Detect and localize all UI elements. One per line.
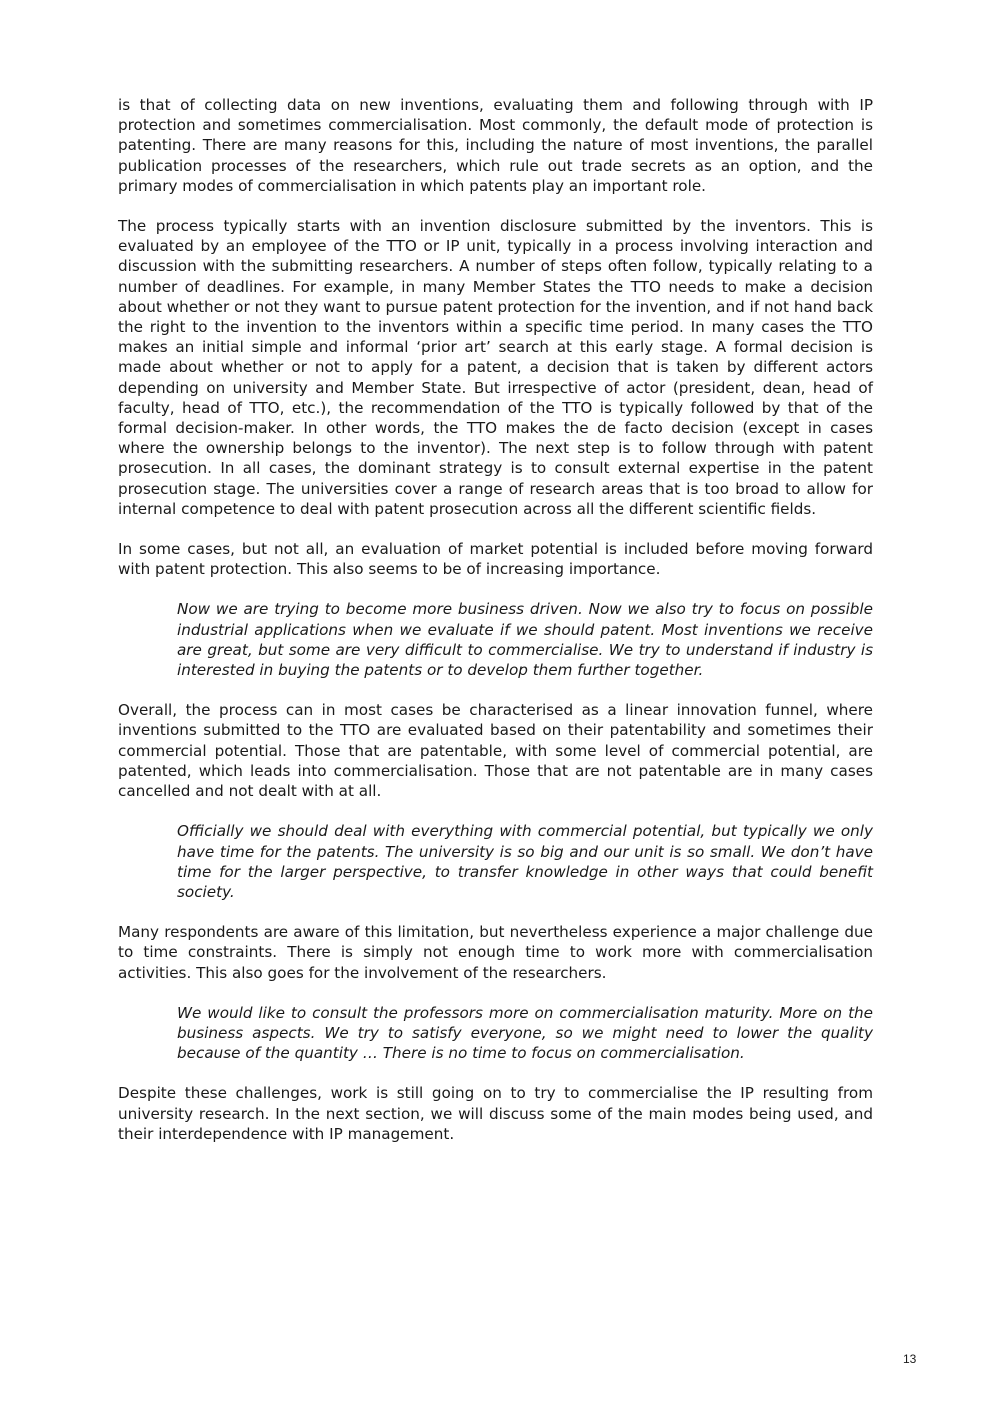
paragraph-ip-collection: is that of collecting data on new inventions, evaluating them and following through with IP protection and sometimes commercialisation. Most commonly, the default mode of protection is patenting. There are many reasons for this, including the nature of most inventions, the parallel publication processes of the researchers, which rule out trade secrets as an option, and the primary modes of commercialisation in which patents play an important role. — [118, 96, 873, 195]
page-number: 13 — [903, 1352, 917, 1366]
paragraph-innovation-funnel: Overall, the process can in most cases be characterised as a linear innovation funnel, where inventions submitted to the TTO are evaluated based on their patentability and sometimes their commercial potential. Those that are patentable, with some level of commercial potential, are patented, which leads into commercialisation. Those that are not patentable are in many cases cancelled and not dealt with at all. — [118, 701, 873, 801]
quote-business-driven: Now we are trying to become more business driven. Now we also try to focus on possible industrial applications when we evaluate if we should patent. Most inventions we receive are great, but some are very difficult to commercialise. We try to understand if industry is interested in buying the patents or to develop them further together. — [177, 600, 873, 680]
quote-consult-professors: We would like to consult the professors more on commercialisation maturity. More on the business aspects. We try to satisfy everyone, so we might need to lower the quality because of the quantity … There is no time to focus on commercialisation. — [177, 1003, 873, 1063]
paragraph-market-potential: In some cases, but not all, an evaluation of market potential is included before moving forward with patent protection. This also seems to be of increasing importance. — [118, 540, 873, 579]
document-body — [118, 95, 873, 1164]
paragraph-time-constraints: Many respondents are aware of this limitation, but nevertheless experience a major challenge due to time constraints. There is simply not enough time to work more with commercialisation activities. This also goes for the involvement of the researchers. — [118, 923, 873, 982]
paragraph-next-section: Despite these challenges, work is still going on to try to commercialise the IP resulting from university research. In the next section, we will discuss some of the main modes being used, and their interdependence with IP management. — [118, 1084, 873, 1143]
paragraph-process-overview: The process typically starts with an invention disclosure submitted by the inventors. This is evaluated by an employee of the TTO or IP unit, typically in a process involving interaction and discussion with the submitting researchers. A number of steps often follow, typically relating to a number of deadlines. For example, in many Member States the TTO needs to make a decision about whether or not they want to pursue patent protection for the invention, and if not hand back the right to the invention to the inventors within a specific time period. In many cases the TTO makes an initial simple and informal ‘prior art’ search at this early stage. A formal decision is made about whether or not to apply for a patent, a decision that is taken by different actors depending on university and Member State. But irrespective of actor (president, dean, head of faculty, head of TTO, etc.), the recommendation of the TTO is typically followed by that of the formal decision-maker. In other words, the TTO makes the de facto decision (except in cases where the ownership belongs to the inventor). The next step is to follow through with patent prosecution. In all cases, the dominant strategy is to consult external expertise in the patent prosecution stage. The universities cover a range of research areas that is too broad to allow for internal competence to deal with patent prosecution across all the different scientific fields. — [118, 217, 873, 518]
quote-time-for-patents: Officially we should deal with everything with commercial potential, but typically we only have time for the patents. The university is so big and our unit is so small. We don’t have time for the larger perspective, to transfer knowledge in other ways that could benefit society. — [177, 822, 873, 901]
